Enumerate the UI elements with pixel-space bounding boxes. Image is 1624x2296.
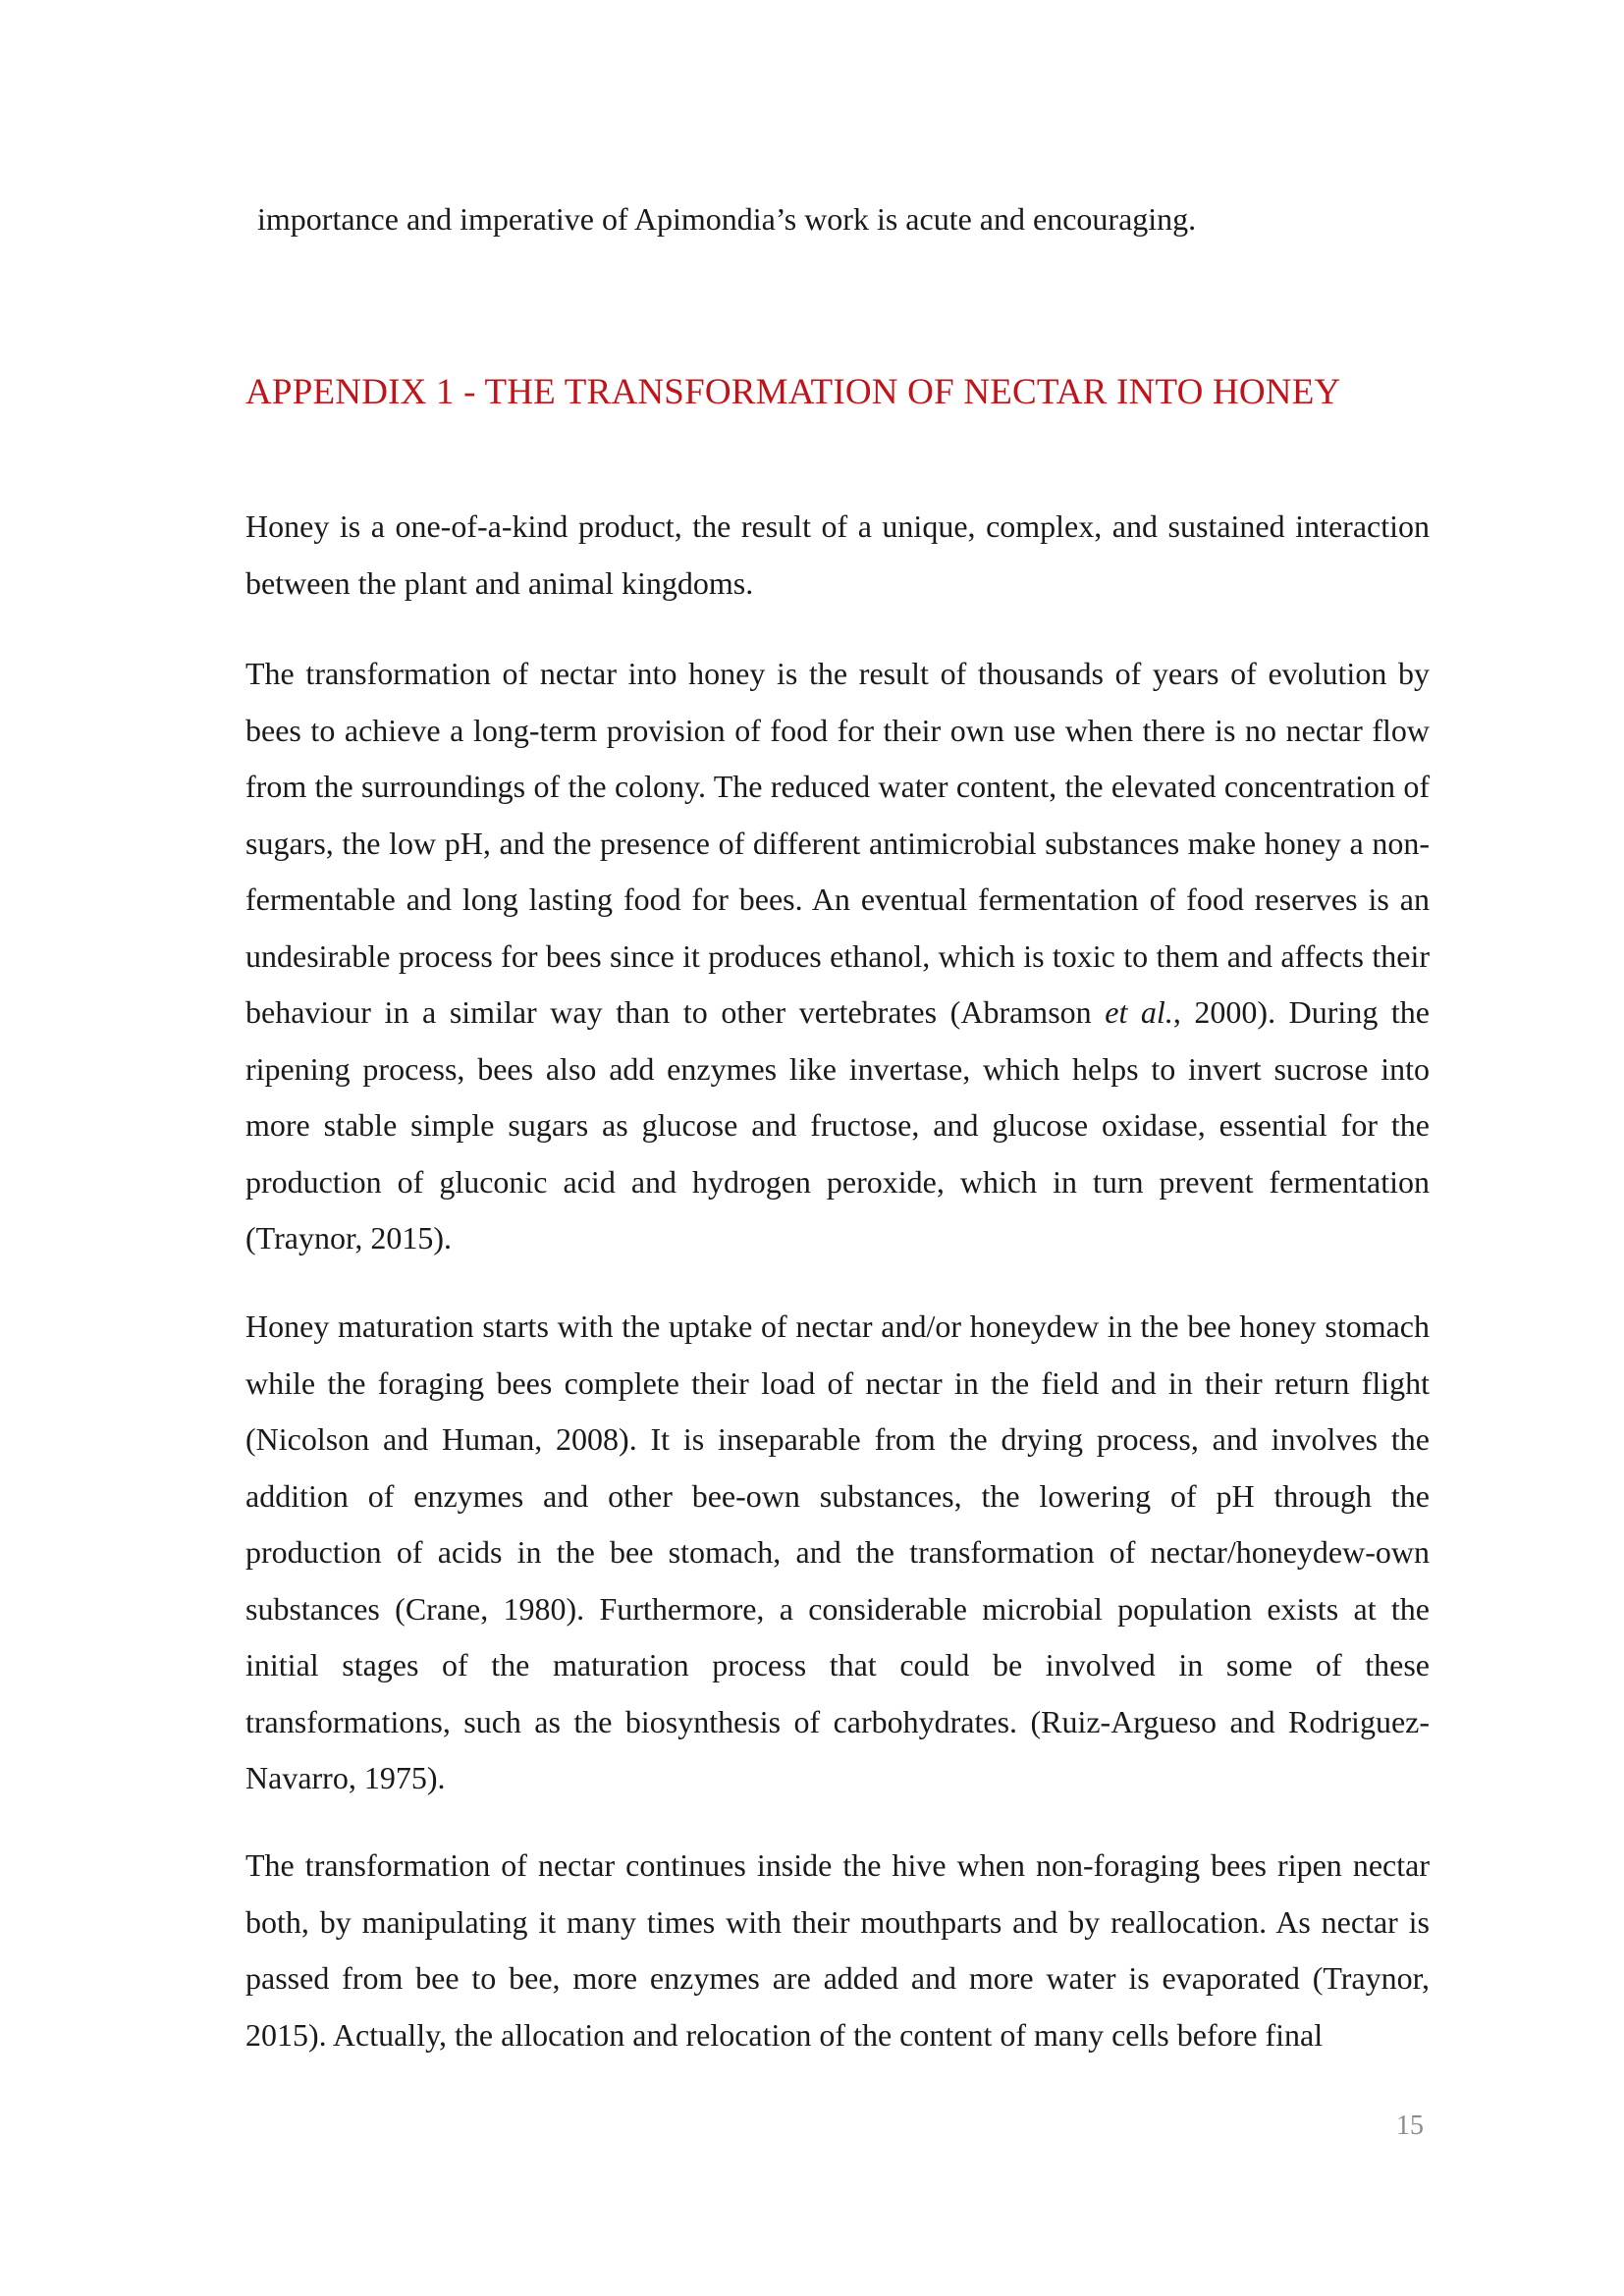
paragraph-2-text-b: , 2000). During the ripening process, bees also add enzymes like invertase, which helps to invert sucrose into more stable simple sugars as glucose and fructose, and glucose oxidase, essential for the production of gluconic acid and hydrogen peroxide, which in turn prevent fermentation (Traynor, 2015).	[245, 994, 1430, 1255]
paragraph-2-text-a: The transformation of nectar into honey is the result of thousands of years of evolution by bees to achieve a long-term provision of food for their own use when there is no nectar flow from the surroundings of the colony. The reduced water content, the elevated concentration of sugars, the low pH, and the presence of different antimicrobial substances make honey a non-fermentable and long lasting food for bees. An eventual fermentation of food reserves is an undesirable process for bees since it produces ethanol, which is toxic to them and affects their behaviour in a similar way than to other vertebrates (Abramson	[245, 656, 1430, 1030]
page-number: 15	[1396, 2110, 1424, 2141]
appendix-heading: APPENDIX 1 - THE TRANSFORMATION OF NECTAR INTO HONEY	[245, 372, 1341, 412]
paragraph-2	[245, 646, 1430, 1267]
paragraph-3: Honey maturation starts with the uptake of nectar and/or honeydew in the bee honey stomach while the foraging bees complete their load of nectar in the field and in their return flight (Nicolson and Human, 2008). It is inseparable from the drying process, and involves the addition of enzymes and other bee-own substances, the lowering of pH through the production of acids in the bee stomach, and the transformation of nectar/honeydew-own substances (Crane, 1980). Furthermore, a considerable microbial population exists at the initial stages of the maturation process that could be involved in some of these transformations, such as the biosynthesis of carbohydrates. (Ruiz-Argueso and Rodriguez-Navarro, 1975).	[245, 1308, 1430, 1795]
citation-et-al: et al.	[1105, 994, 1173, 1030]
paragraph-4: The transformation of nectar continues inside the hive when non-foraging bees ripen nectar both, by manipulating it many times with their mouthparts and by reallocation. As nectar is passed from bee to bee, more enzymes are added and more water is evaporated (Traynor, 2015). Actually, the allocation and relocation of the content of many cells before final	[245, 1847, 1430, 2053]
paragraph-1: Honey is a one-of-a-kind product, the result of a unique, complex, and sustained interaction between the plant and animal kingdoms.	[245, 508, 1430, 601]
continued-text-line: importance and imperative of Apimondia’s work is acute and encouraging.	[257, 201, 1197, 237]
